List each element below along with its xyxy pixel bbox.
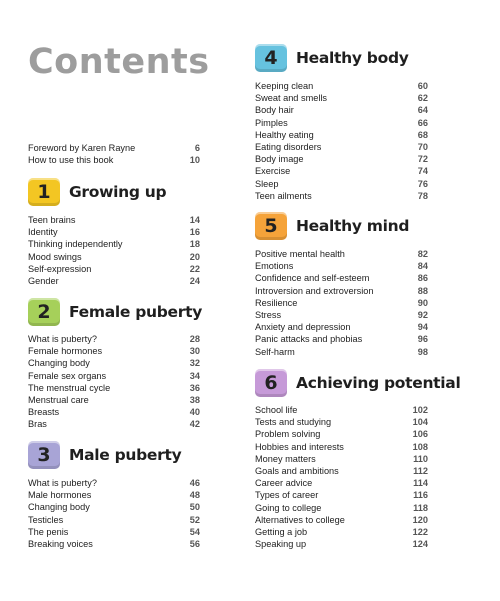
toc-entry-label: Going to college xyxy=(255,502,322,513)
section-1-title: Growing up xyxy=(69,183,167,201)
toc-entry[interactable] xyxy=(255,428,428,440)
toc-entry-label: School life xyxy=(255,405,298,415)
section-3-number-badge: 3 xyxy=(28,441,60,469)
toc-entry-page: 120 xyxy=(412,514,428,525)
toc-entry-page: 28 xyxy=(189,334,200,344)
toc-entry-label: Body image xyxy=(255,154,304,165)
toc-entry[interactable] xyxy=(255,129,428,141)
section-2-title: Female puberty xyxy=(69,303,202,321)
toc-entry[interactable] xyxy=(28,501,200,513)
toc-entry-page: 50 xyxy=(189,502,200,513)
toc-entry-page: 6 xyxy=(194,143,200,153)
toc-entry[interactable] xyxy=(255,465,428,477)
toc-entry[interactable] xyxy=(28,238,200,250)
section-4-number-badge: 4 xyxy=(255,44,287,72)
toc-entry[interactable] xyxy=(255,165,428,177)
toc-entry-label: Self-harm xyxy=(255,346,295,357)
toc-entry-label: Resilience xyxy=(255,297,298,308)
toc-entry-label: Anxiety and depression xyxy=(255,322,351,333)
toc-entry-page: 68 xyxy=(417,129,428,140)
toc-entry[interactable] xyxy=(255,272,428,284)
section-2-number-badge: 2 xyxy=(28,298,60,326)
toc-entry-page: 122 xyxy=(412,526,428,537)
toc-entry-page: 10 xyxy=(189,155,200,166)
toc-entry-label: Getting a job xyxy=(255,526,308,537)
toc-entry-page: 32 xyxy=(189,358,200,369)
section-4-title: Healthy body xyxy=(296,49,409,67)
toc-entry-label: Male hormones xyxy=(28,490,92,501)
section-3-heading[interactable] xyxy=(28,441,181,469)
toc-entry-page: 94 xyxy=(417,322,428,333)
toc-entry-label: Sleep xyxy=(255,178,279,189)
section-2-list xyxy=(28,333,200,431)
toc-entry-page: 18 xyxy=(189,239,200,250)
toc-entry-label: Teen brains xyxy=(28,215,76,225)
toc-entry[interactable] xyxy=(255,117,428,129)
toc-entry-page: 40 xyxy=(189,407,200,418)
toc-entry-page: 124 xyxy=(412,539,428,550)
toc-entry-page: 14 xyxy=(189,215,200,225)
toc-entry-label: Testicles xyxy=(28,514,64,525)
toc-entry-page: 118 xyxy=(413,502,428,513)
toc-entry-page: 48 xyxy=(189,490,200,501)
toc-entry-label: Self-expression xyxy=(28,263,92,274)
toc-entry[interactable] xyxy=(255,104,428,116)
toc-entry-page: 110 xyxy=(413,453,428,464)
toc-entry[interactable] xyxy=(255,404,428,416)
toc-entry-label: Eating disorders xyxy=(255,141,322,152)
intro-list xyxy=(28,142,200,166)
page-title: Contents xyxy=(28,42,210,82)
toc-entry[interactable] xyxy=(255,441,428,453)
toc-entry-label: Thinking independently xyxy=(28,239,123,250)
toc-entry-label: Menstrual care xyxy=(28,394,89,405)
toc-entry-label: Alternatives to college xyxy=(255,514,345,525)
toc-entry-page: 86 xyxy=(417,273,428,284)
toc-entry-label: Tests and studying xyxy=(255,417,332,428)
toc-entry-page: 22 xyxy=(189,263,200,274)
toc-entry-label: Money matters xyxy=(255,453,316,464)
toc-entry-label: Breasts xyxy=(28,407,60,418)
toc-entry-page: 78 xyxy=(417,190,428,201)
toc-entry[interactable] xyxy=(28,357,200,369)
toc-entry-label: Changing body xyxy=(28,502,90,513)
toc-entry-page: 30 xyxy=(189,346,200,357)
toc-entry-page: 66 xyxy=(417,117,428,128)
toc-entry-label: Keeping clean xyxy=(255,81,314,91)
toc-entry[interactable] xyxy=(28,526,200,538)
toc-entry-label: The penis xyxy=(28,526,69,537)
toc-entry-page: 96 xyxy=(417,334,428,345)
toc-entry-label: Female sex organs xyxy=(28,370,107,381)
toc-entry-page: 34 xyxy=(189,370,200,381)
section-3-list xyxy=(28,477,200,550)
section-1-number-badge: 1 xyxy=(28,178,60,206)
toc-entry[interactable] xyxy=(28,142,200,154)
toc-entry-label: Career advice xyxy=(255,478,313,489)
toc-entry-label: Introversion and extroversion xyxy=(255,285,374,296)
toc-entry[interactable] xyxy=(255,502,428,514)
section-6-list xyxy=(255,404,428,550)
toc-entry-page: 38 xyxy=(189,394,200,405)
section-2-heading[interactable] xyxy=(28,298,202,326)
toc-entry-label: Sweat and smells xyxy=(255,93,328,104)
toc-entry[interactable] xyxy=(28,263,200,275)
toc-entry[interactable] xyxy=(255,489,428,501)
section-1-list xyxy=(28,214,200,287)
toc-entry-label: Teen ailments xyxy=(255,190,312,201)
toc-entry-label: How to use this book xyxy=(28,155,114,166)
toc-entry-label: Bras xyxy=(28,419,47,430)
toc-entry-page: 102 xyxy=(412,405,428,415)
toc-entry-label: The menstrual cycle xyxy=(28,382,111,393)
toc-entry-label: Goals and ambitions xyxy=(255,465,339,476)
toc-entry[interactable] xyxy=(255,285,428,297)
toc-entry[interactable] xyxy=(255,416,428,428)
toc-entry-label: Healthy eating xyxy=(255,129,314,140)
toc-entry[interactable] xyxy=(28,538,200,550)
section-5-list xyxy=(255,248,428,358)
toc-entry[interactable] xyxy=(28,226,200,238)
toc-entry-page: 104 xyxy=(412,417,428,428)
toc-entry-page: 20 xyxy=(189,251,200,262)
toc-entry-page: 16 xyxy=(189,227,200,238)
section-1-heading[interactable] xyxy=(28,178,166,206)
toc-entry-label: Emotions xyxy=(255,261,294,272)
section-5-heading[interactable] xyxy=(255,212,409,240)
toc-entry[interactable] xyxy=(255,333,428,345)
section-6-heading[interactable] xyxy=(255,369,460,397)
toc-entry[interactable] xyxy=(255,346,428,358)
toc-entry-page: 82 xyxy=(417,249,428,259)
toc-entry-label: Changing body xyxy=(28,358,90,369)
toc-entry[interactable] xyxy=(28,477,200,489)
toc-entry-page: 46 xyxy=(189,478,200,488)
toc-entry[interactable] xyxy=(28,345,200,357)
toc-entry-label: Foreword by Karen Rayne xyxy=(28,143,136,153)
toc-entry-label: Exercise xyxy=(255,166,291,177)
toc-entry-page: 90 xyxy=(417,297,428,308)
toc-entry-page: 106 xyxy=(412,429,428,440)
toc-entry-label: Female hormones xyxy=(28,346,103,357)
toc-entry-page: 64 xyxy=(417,105,428,116)
toc-entry[interactable] xyxy=(255,260,428,272)
toc-entry[interactable] xyxy=(255,453,428,465)
toc-entry-page: 42 xyxy=(189,419,200,430)
toc-entry-label: Hobbies and interests xyxy=(255,441,344,452)
toc-entry[interactable] xyxy=(255,80,428,92)
toc-entry-page: 60 xyxy=(417,81,428,91)
toc-entry-page: 116 xyxy=(413,490,428,501)
toc-entry[interactable] xyxy=(255,309,428,321)
section-4-heading[interactable] xyxy=(255,44,409,72)
toc-entry[interactable] xyxy=(255,321,428,333)
toc-entry-label: What is puberty? xyxy=(28,334,97,344)
toc-entry-page: 54 xyxy=(189,526,200,537)
toc-entry[interactable] xyxy=(255,514,428,526)
section-5-number-badge: 5 xyxy=(255,212,287,240)
toc-entry-label: Body hair xyxy=(255,105,294,116)
section-6-number-badge: 6 xyxy=(255,369,287,397)
toc-entry[interactable] xyxy=(28,394,200,406)
toc-entry[interactable] xyxy=(28,154,200,166)
toc-entry-page: 52 xyxy=(189,514,200,525)
toc-entry-page: 72 xyxy=(417,154,428,165)
toc-entry-page: 70 xyxy=(417,141,428,152)
toc-entry-page: 74 xyxy=(417,166,428,177)
toc-entry-label: Panic attacks and phobias xyxy=(255,334,363,345)
toc-entry[interactable] xyxy=(255,526,428,538)
toc-entry-page: 56 xyxy=(189,538,200,549)
toc-entry-page: 92 xyxy=(417,309,428,320)
toc-entry[interactable] xyxy=(28,418,200,430)
toc-entry[interactable] xyxy=(255,477,428,489)
toc-entry-page: 84 xyxy=(417,261,428,272)
toc-entry-label: Positive mental health xyxy=(255,249,345,259)
toc-entry[interactable] xyxy=(255,178,428,190)
toc-entry-page: 88 xyxy=(417,285,428,296)
toc-entry[interactable] xyxy=(28,214,200,226)
toc-entry-page: 112 xyxy=(413,465,428,476)
toc-entry-page: 76 xyxy=(417,178,428,189)
toc-entry-page: 62 xyxy=(417,93,428,104)
toc-entry-label: Speaking up xyxy=(255,539,307,550)
toc-entry[interactable] xyxy=(28,514,200,526)
toc-entry-label: Problem solving xyxy=(255,429,321,440)
toc-entry[interactable] xyxy=(255,92,428,104)
toc-entry[interactable] xyxy=(28,275,200,287)
toc-entry-label: Breaking voices xyxy=(28,538,93,549)
toc-entry-label: Confidence and self-esteem xyxy=(255,273,370,284)
toc-entry[interactable] xyxy=(28,333,200,345)
toc-entry-page: 114 xyxy=(413,478,428,489)
toc-entry-label: Types of career xyxy=(255,490,319,501)
toc-entry-label: Stress xyxy=(255,309,282,320)
toc-entry-page: 98 xyxy=(417,346,428,357)
section-6-title: Achieving potential xyxy=(296,374,461,392)
toc-entry[interactable] xyxy=(28,370,200,382)
toc-entry[interactable] xyxy=(255,190,428,202)
section-3-title: Male puberty xyxy=(69,446,182,464)
toc-entry[interactable] xyxy=(28,382,200,394)
toc-entry[interactable] xyxy=(28,489,200,501)
toc-entry[interactable] xyxy=(255,538,428,550)
toc-entry[interactable] xyxy=(255,141,428,153)
toc-entry[interactable] xyxy=(28,251,200,263)
toc-entry-page: 108 xyxy=(412,441,428,452)
toc-entry[interactable] xyxy=(28,406,200,418)
toc-entry-page: 24 xyxy=(189,275,200,286)
toc-entry[interactable] xyxy=(255,248,428,260)
toc-entry-page: 36 xyxy=(189,382,200,393)
toc-entry-label: Mood swings xyxy=(28,251,82,262)
toc-entry-label: Pimples xyxy=(255,117,288,128)
toc-entry-label: Identity xyxy=(28,227,58,238)
toc-entry[interactable] xyxy=(255,153,428,165)
toc-entry-label: Gender xyxy=(28,275,59,286)
toc-entry-label: What is puberty? xyxy=(28,478,97,488)
section-5-title: Healthy mind xyxy=(296,217,410,235)
section-4-list xyxy=(255,80,428,202)
toc-entry[interactable] xyxy=(255,297,428,309)
